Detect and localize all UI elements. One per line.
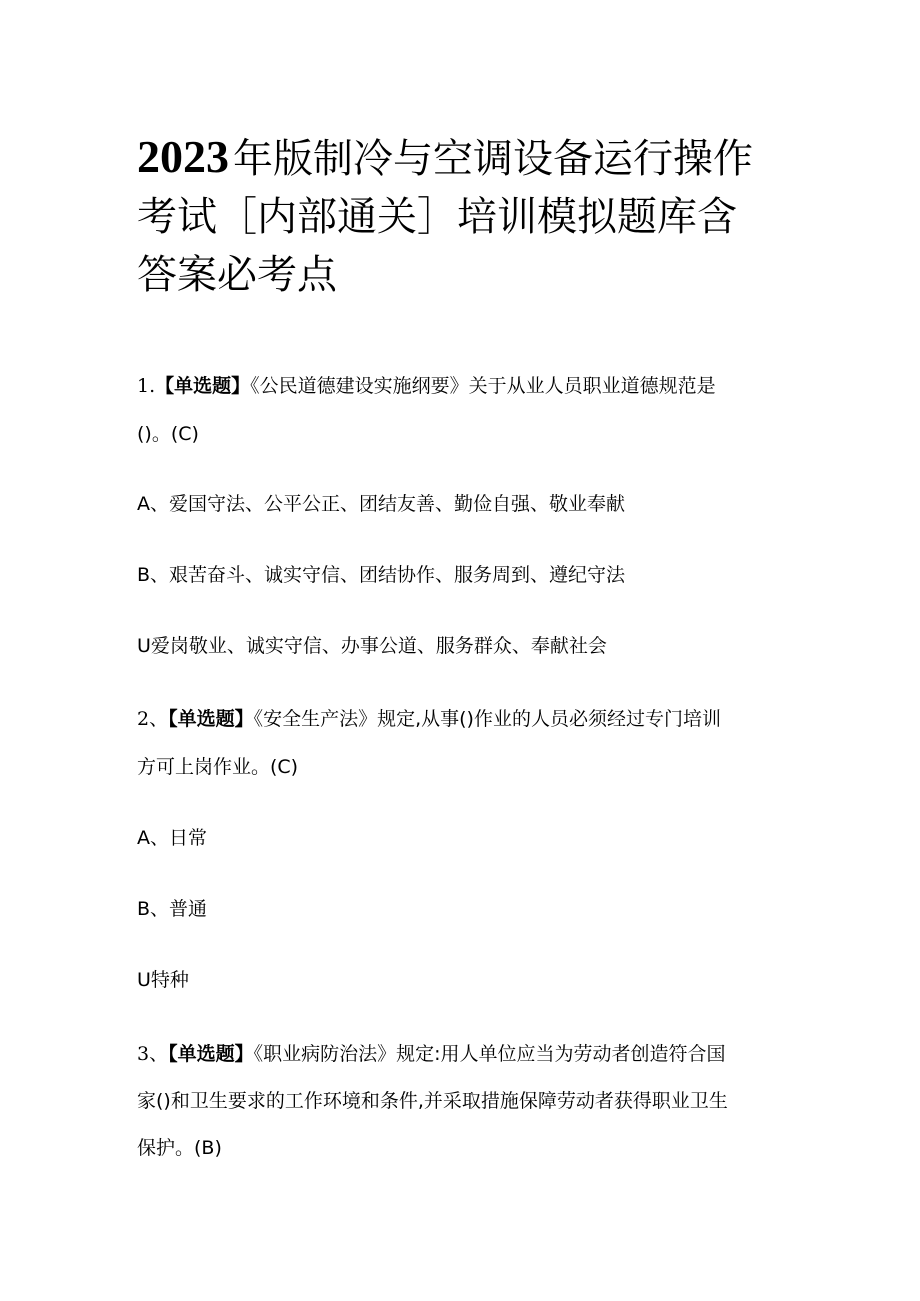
question-2-stem-line-2: 方可上岗作业。(C) bbox=[137, 756, 299, 778]
question-3-stem-line-2: 家()和卫生要求的工作环境和条件,并采取措施保障劳动者获得职业卫生 bbox=[137, 1090, 728, 1112]
title-line-1 bbox=[137, 128, 787, 188]
question-1-stem-text: 《公民道德建设实施纲要》关于从业人员职业道德规范是 bbox=[250, 375, 716, 397]
question-3-number: 3、 bbox=[137, 1043, 169, 1065]
title-line-2: 考试［内部通关］培训模拟题库含 bbox=[137, 194, 737, 240]
question-2-number: 2、 bbox=[137, 708, 169, 730]
question-2-option-b: B、普通 bbox=[137, 898, 208, 920]
question-1-option-a: A、爱国守法、公平公正、团结友善、勤俭自强、敬业奉献 bbox=[137, 493, 625, 515]
question-1-stem-line-1 bbox=[137, 372, 716, 400]
question-1-option-b: B、艰苦奋斗、诚实守信、团结协作、服务周到、遵纪守法 bbox=[137, 564, 626, 586]
question-2-stem-line-1 bbox=[137, 705, 721, 733]
question-1-stem-line-2: ()。(C) bbox=[137, 423, 199, 445]
title-line-3: 答案必考点 bbox=[137, 252, 337, 298]
question-3-type: 【单选题】 bbox=[168, 1043, 254, 1065]
title-line-1-text: 年版制冷与空调设备运行操作 bbox=[233, 136, 753, 182]
title-year: 2023 bbox=[137, 131, 229, 182]
question-3-stem-line-3: 保护。(B) bbox=[137, 1137, 222, 1159]
question-1-option-c: U爱岗敬业、诚实守信、办事公道、服务群众、奉献社会 bbox=[137, 635, 607, 657]
question-1-type: 【单选题】 bbox=[155, 375, 251, 397]
question-2-option-a: A、日常 bbox=[137, 827, 207, 849]
question-2-stem-text: 《安全生产法》规定,从事()作业的人员必须经过专门培训 bbox=[253, 708, 721, 730]
question-3-stem-line-1 bbox=[137, 1040, 726, 1068]
question-2-option-c: U特种 bbox=[137, 969, 189, 991]
question-3-stem-text: 《职业病防治法》规定:用人单位应当为劳动者创造符合国 bbox=[253, 1043, 726, 1065]
question-2-type: 【单选题】 bbox=[168, 708, 254, 730]
question-1-number: 1. bbox=[137, 375, 156, 397]
document-title bbox=[137, 128, 787, 304]
